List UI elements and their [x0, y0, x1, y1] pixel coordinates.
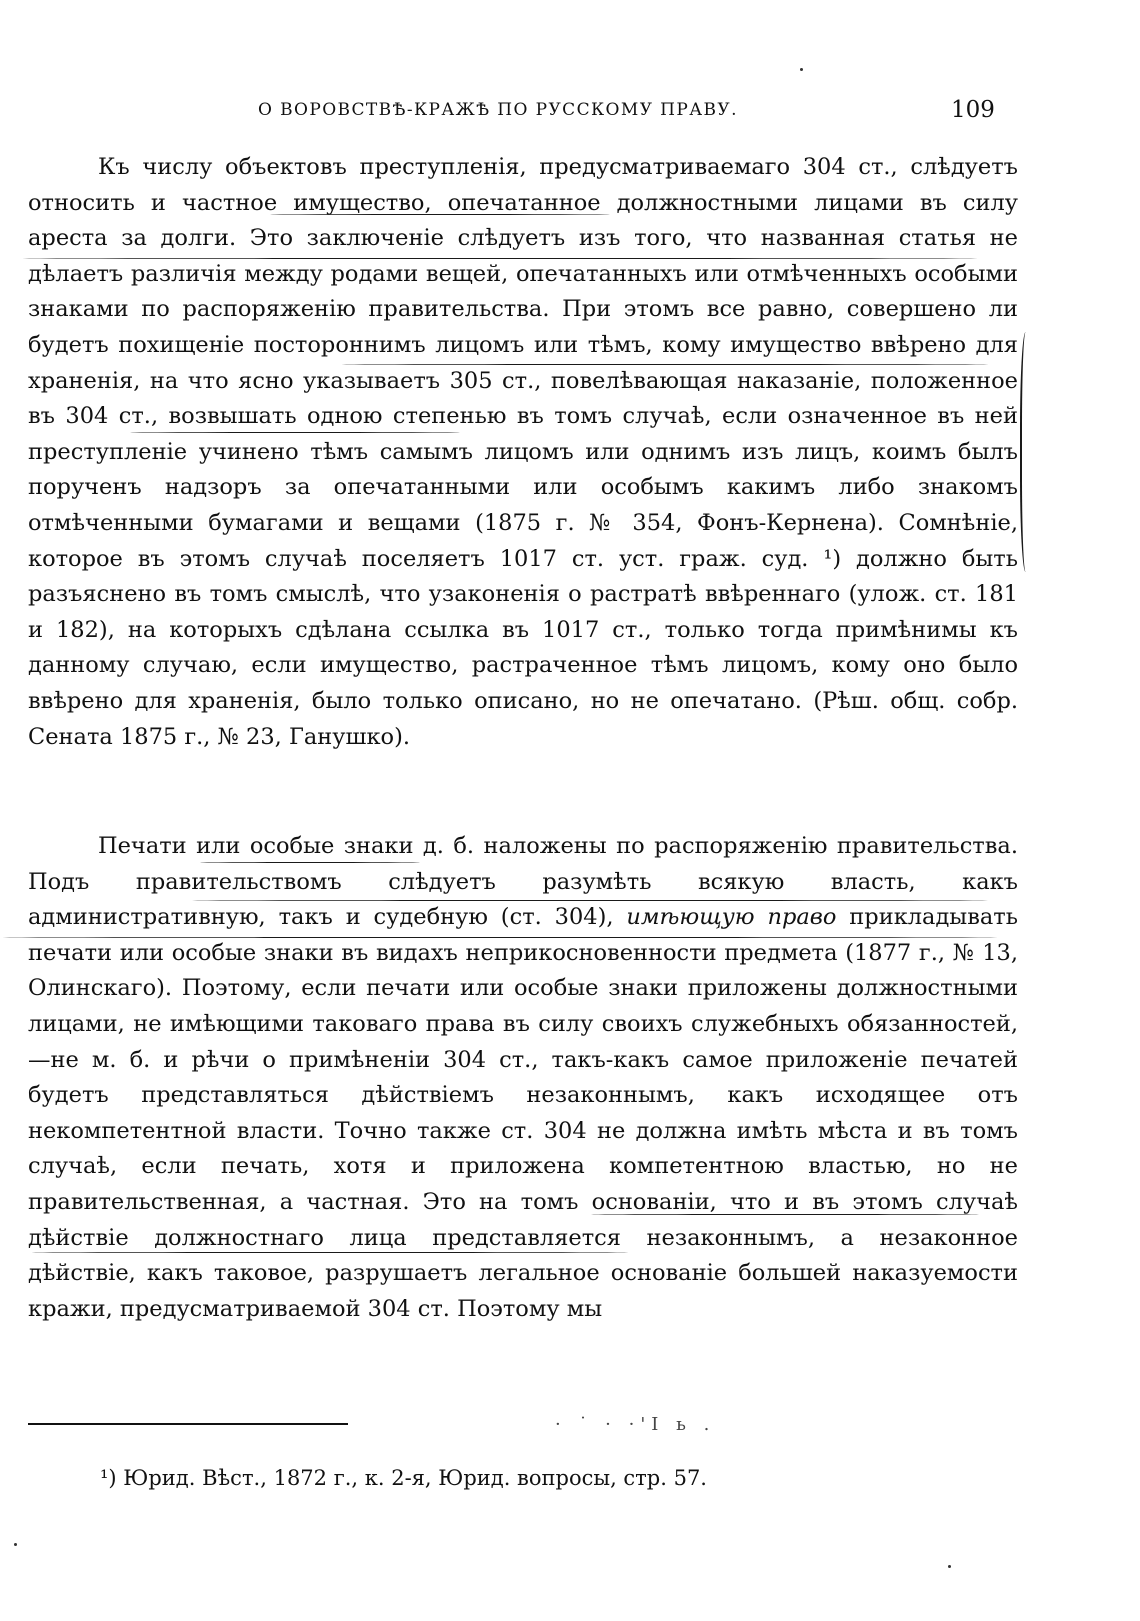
paragraph-1 [28, 150, 1018, 755]
pencil-underline [130, 432, 460, 433]
footnote-marker: ¹) [100, 1466, 117, 1490]
margin-bracket [1020, 332, 1034, 572]
footnote-rule [28, 1423, 348, 1425]
pencil-underline [190, 900, 990, 901]
pencil-underline [200, 862, 420, 863]
scan-speck [14, 1543, 17, 1546]
footnote [100, 1466, 707, 1490]
paragraph-1-text: Къ числу объектовъ преступленія, предусматриваемаго 304 ст., слѣдуетъ относить и частное имущество, опечатанное должностными лицами въ силу ареста за долги. Это заключеніе слѣдуетъ изъ того, что названная статья не дѣлаетъ различія между родами вещей, опечатанныхъ или отмѣченныхъ особыми знаками по распоряженію правительства. При этомъ все равно, совершено ли будетъ похищеніе постороннимъ лицомъ или тѣмъ, кому имущество ввѣрено для храненія, на что ясно указываетъ 305 ст., повелѣвающая наказаніе, положенное въ 304 ст., возвышать одною степенью въ томъ случаѣ, если означенное въ ней преступленіе учинено тѣмъ самымъ лицомъ или однимъ изъ лицъ, коимъ былъ порученъ надзоръ за опечатанными или особымъ какимъ либо знакомъ отмѣченными бумагами и вещами (1875 г. № 354, Фонъ-Кернена). Сомнѣніе, которое въ этомъ случаѣ поселяетъ 1017 ст. уст. граж. суд. ¹) должно быть разъяснено въ томъ смыслѣ, что узаконенія о растратѣ ввѣреннаго (улож. ст. 181 и 182), на которыхъ сдѣлана ссылка въ 1017 ст., только тогда примѣнимы къ данному случаю, если имущество, растраченное тѣмъ лицомъ, кому оно было ввѣрено для храненія, было только описано, но не опечатано. (Рѣш. общ. собр. Сената 1875 г., № 23, Ганушко). [28, 154, 1018, 750]
running-title: О ВОРОВСТВѢ-КРАЖѢ ПО РУССКОМУ ПРАВУ. [258, 100, 738, 120]
scan-speck [948, 1565, 951, 1568]
paragraph-2-italic-phrase: имѣющую право [626, 904, 837, 931]
pencil-underline [590, 1214, 980, 1215]
scan-residue: · ˙ · ·'I ь . [555, 1414, 716, 1435]
paragraph-2-end: прикладывать печати или особые знаки въ видахъ неприкосновенности предмета (1877 г., № 13, Олинскаго). Поэтому, если печати или особые знаки приложены должностными лицами, не имѣющими таковаго права въ силу своихъ служебныхъ обязанностей,—не м. б. и рѣчи о примѣненіи 304 ст., такъ-какъ самое приложеніе печатей будетъ представляться дѣйствіемъ незаконнымъ, какъ исходящее отъ некомпетентной власти. Точно также ст. 304 не должна имѣть мѣста и въ томъ случаѣ, если печать, хотя и приложена компетентною властью, но не правительственная, а частная. Это на томъ основаніи, что и въ этомъ случаѣ дѣйствіе должностнаго лица представляется незаконнымъ, а незаконное дѣйствіе, какъ таковое, разрушаетъ легальное основаніе большей наказуемости кражи, предусматриваемой 304 ст. Поэтому мы [28, 904, 1018, 1322]
scan-speck [800, 68, 803, 71]
pencil-underline [30, 1252, 630, 1253]
pencil-underline [340, 364, 990, 365]
page-number: 109 [951, 97, 995, 123]
paragraph-2-start: Печати или особые знаки д. б. наложены по распоряженію правительства. Подъ правительствомъ слѣдуетъ разумѣть всякую власть, какъ административную, такъ и судебную (ст. 304), [28, 833, 1018, 931]
pencil-underline [0, 937, 1000, 938]
footnote-text: Юрид. Вѣст., 1872 г., к. 2-я, Юрид. вопросы, стр. 57. [116, 1466, 707, 1490]
pencil-underline [20, 258, 980, 259]
pencil-underline [270, 214, 610, 215]
